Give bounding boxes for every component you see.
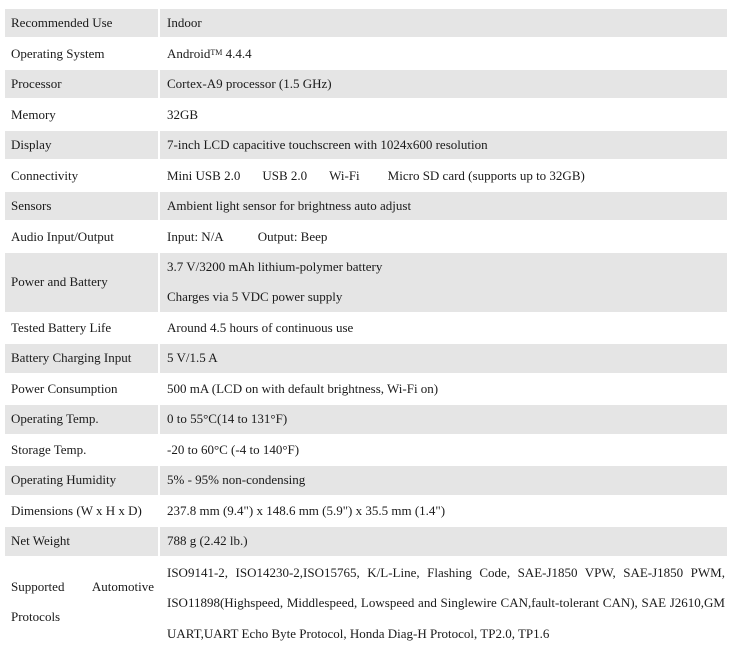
spec-row-power-consumption (5, 375, 727, 403)
spec-value: 237.8 mm (9.4") x 148.6 mm (5.9") x 35.5 mm (1.4") (167, 502, 446, 518)
connectivity-item: Wi-Fi (329, 167, 360, 183)
protocols-label-line1 (11, 572, 154, 602)
spec-label: Audio Input/Output (11, 228, 114, 244)
spec-value: 32GB (167, 106, 199, 122)
spec-row-sensors (5, 192, 727, 220)
spec-row-humidity (5, 466, 727, 494)
spec-label: Sensors (5, 192, 158, 220)
spec-label: Storage Temp. (11, 441, 87, 457)
spec-row-audio (5, 222, 727, 250)
spec-row-display (5, 131, 727, 159)
spec-row-operating-system (5, 39, 727, 67)
spec-value (160, 222, 727, 250)
spec-value: Indoor (160, 9, 727, 37)
connectivity-item: Micro SD card (supports up to 32GB) (387, 167, 585, 183)
spec-label: Processor (5, 70, 158, 98)
battery-line: 3.7 V/3200 mAh lithium-polymer battery (167, 259, 383, 275)
audio-input: Input: N/A (167, 228, 224, 244)
spec-row-memory (5, 100, 727, 128)
spec-row-processor (5, 70, 727, 98)
spec-label: Recommended Use (5, 9, 158, 37)
spec-label: Display (5, 131, 158, 159)
spec-row-storage-temp (5, 436, 727, 464)
spec-label: Battery Charging Input (5, 344, 158, 372)
spec-label: Dimensions (W x H x D) (11, 502, 142, 518)
spec-label: Operating Humidity (5, 466, 158, 494)
protocols-label-line2: Protocols (11, 608, 61, 624)
spec-value (160, 253, 727, 312)
spec-label: Memory (11, 106, 56, 122)
spec-label: Power Consumption (11, 380, 118, 396)
spec-label: Net Weight (5, 527, 158, 555)
spec-value (160, 161, 727, 189)
spec-row-connectivity (5, 161, 727, 189)
spec-value: 7-inch LCD capacitive touchscreen with 1024x600 resolution (160, 131, 727, 159)
trademark-mark: TM (210, 48, 223, 58)
spec-row-battery-life (5, 314, 727, 342)
spec-value: Cortex-A9 processor (1.5 GHz) (160, 70, 727, 98)
spec-row-protocols (5, 558, 727, 649)
spec-value: 0 to 55°C(14 to 131°F) (160, 405, 727, 433)
spec-row-charging-input (5, 344, 727, 372)
spec-value: Ambient light sensor for brightness auto adjust (160, 192, 727, 220)
protocols-label-word: Automotive (91, 578, 154, 594)
spec-value: 500 mA (LCD on with default brightness, Wi-Fi on) (167, 380, 439, 396)
spec-value: 5% - 95% non-condensing (160, 466, 727, 494)
spec-row-net-weight (5, 527, 727, 555)
protocols-label-word: Supported (11, 578, 65, 594)
spec-value (160, 39, 727, 67)
os-name: Android (167, 45, 211, 61)
connectivity-item: Mini USB 2.0 (167, 167, 241, 183)
spec-label: Power and Battery (5, 253, 158, 312)
charging-line: Charges via 5 VDC power supply (167, 289, 343, 305)
spec-label: Operating System (11, 45, 105, 61)
spec-label: Connectivity (11, 167, 79, 183)
spec-value: 5 V/1.5 A (160, 344, 727, 372)
spec-label (5, 558, 158, 649)
spec-row-dimensions (5, 497, 727, 525)
audio-output: Output: Beep (257, 228, 328, 244)
spec-value: ISO9141-2, ISO14230-2,ISO15765, K/L-Line, Flashing Code, SAE-J1850 VPW, SAE-J1850 PWM, ISO11898(Highspeed, Middlespeed, Lowspeed and Singlewire CAN,fault-tolerant CAN), SAE J2610,GM UART,UART Echo Byte Protocol, Honda Diag-H Protocol, TP2.0, TP1.6 (167, 564, 725, 641)
spec-label: Tested Battery Life (11, 319, 112, 335)
spec-value: Around 4.5 hours of continuous use (167, 319, 354, 335)
specifications-table (5, 9, 727, 649)
spec-row-operating-temp (5, 405, 727, 433)
os-version: 4.4.4 (222, 45, 252, 61)
spec-row-recommended-use (5, 9, 727, 37)
spec-value: 788 g (2.42 lb.) (160, 527, 727, 555)
spec-row-power-battery (5, 253, 727, 312)
spec-label: Operating Temp. (5, 405, 158, 433)
connectivity-item: USB 2.0 (262, 167, 308, 183)
spec-value: -20 to 60°C (-4 to 140°F) (167, 441, 300, 457)
